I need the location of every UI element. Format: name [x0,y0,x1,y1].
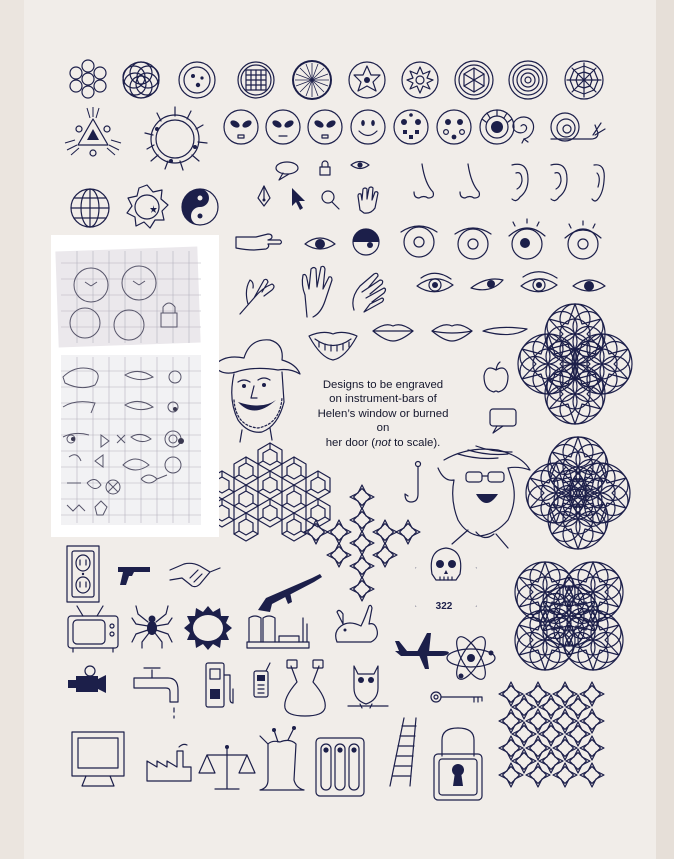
star-crescent-icon [127,185,168,228]
apple-icon [484,362,508,392]
eyeball-icon [509,219,545,259]
power-outlet-icon [67,546,99,602]
alien-face-icon [308,110,342,144]
eye-icon [521,272,557,292]
lattice-pattern [210,443,330,541]
speech-bubble-icon [276,162,298,180]
eye-icon [351,162,369,169]
caption-text [316,378,450,450]
alien-face-icon [224,110,258,144]
rifle-icon [258,574,322,612]
star-badge-icon [349,62,385,98]
factory-icon [147,744,191,781]
switch-panel-icon [316,738,364,796]
concentric-circle-icon [509,61,547,99]
key-icon [431,692,482,702]
ladder-icon [390,718,416,786]
eyeball-icon [401,226,437,257]
speech-bubble-icon [490,409,516,433]
eye-icon [471,279,503,290]
lips-icon [309,332,357,360]
nose-icon [460,164,479,198]
caption-line-2: on instrument-bars of [329,393,437,406]
spider-icon [132,606,172,648]
skull-crossbones-icon [416,548,476,606]
hand-icon [358,187,378,213]
keyhole-lock-icon [434,728,482,800]
burst-frame-icon [184,606,232,650]
smiley-face-icon [351,110,385,144]
man-cowboy-hat-portrait [214,340,300,442]
lips-icon [483,327,527,334]
alien-face-icon [266,110,300,144]
video-camera-icon [68,666,106,693]
eyeball-icon [305,238,335,249]
pointing-hand-icon [236,234,282,250]
lips-icon [432,325,472,341]
caption-line-4-emphasis: not [375,436,391,449]
sketch-photo [51,235,219,537]
eye-icon [417,273,453,292]
tree-stump-icon [260,726,304,790]
lattice-pattern [526,437,630,549]
ear-icon [551,164,567,200]
lips-icon [373,325,413,341]
grid-circle-icon [238,62,274,98]
magnifier-icon [322,191,339,209]
scales-icon [199,745,255,789]
spirograph-icon [123,62,159,98]
hand-icon [353,273,386,312]
caption-line-1: Designs to be engraved [322,379,444,391]
dot-face-icon [394,110,428,144]
eye-circle-icon [480,110,514,144]
caption-line-4-end: to scale). [390,436,441,449]
hex-circle-icon [455,61,493,99]
lattice-pattern [515,562,623,670]
atom-icon [447,633,495,684]
caption-line-3: Helen’s window or burned on [317,407,449,435]
gas-pump-icon [206,663,233,707]
skull-number-label: 322 [435,601,453,612]
eyeball-icon [353,229,379,255]
pen-nib-icon [258,186,270,206]
airplane-icon [395,633,449,669]
rabbit-icon [336,605,378,642]
woman-glasses-portrait [438,446,530,548]
padlock-icon [320,161,330,175]
hand-icon [240,279,274,314]
nose-icon [414,164,433,198]
flower-icon [70,60,106,98]
factory-icon [247,616,309,648]
monitor-icon [72,732,124,786]
lattice-pattern [518,304,632,424]
dot-face-icon [437,110,471,144]
globe-icon [71,189,109,227]
moon-face-icon [179,62,215,98]
ear-icon [512,164,528,200]
plug-icon [285,660,326,716]
caption-line-4 [316,436,450,450]
spiral-icon [513,117,534,143]
lattice-pattern [499,682,604,787]
caption-line-4-start: her door ( [325,436,376,449]
snail-icon [551,113,605,141]
owl-icon [348,666,388,708]
ear-icon [592,165,604,201]
yin-yang-icon [182,189,218,225]
phone-icon [254,663,270,697]
faucet-icon [134,668,178,718]
fishhook-icon [405,462,421,503]
lattice-pattern [304,485,420,601]
radial-burst-icon [292,60,332,100]
spiderweb-icon [565,61,603,99]
sun-badge-icon [402,62,438,98]
hand-icon [302,266,332,317]
cursor-arrow-icon [292,188,305,210]
eyeball-icon [565,221,601,259]
triangle-mandala-icon [65,107,121,156]
pistol-icon [118,567,150,585]
handshake-icon [170,563,220,586]
television-icon [68,606,118,652]
eye-icon [573,280,605,291]
eyeball-icon [455,228,491,259]
thorn-wreath-icon [145,107,207,170]
